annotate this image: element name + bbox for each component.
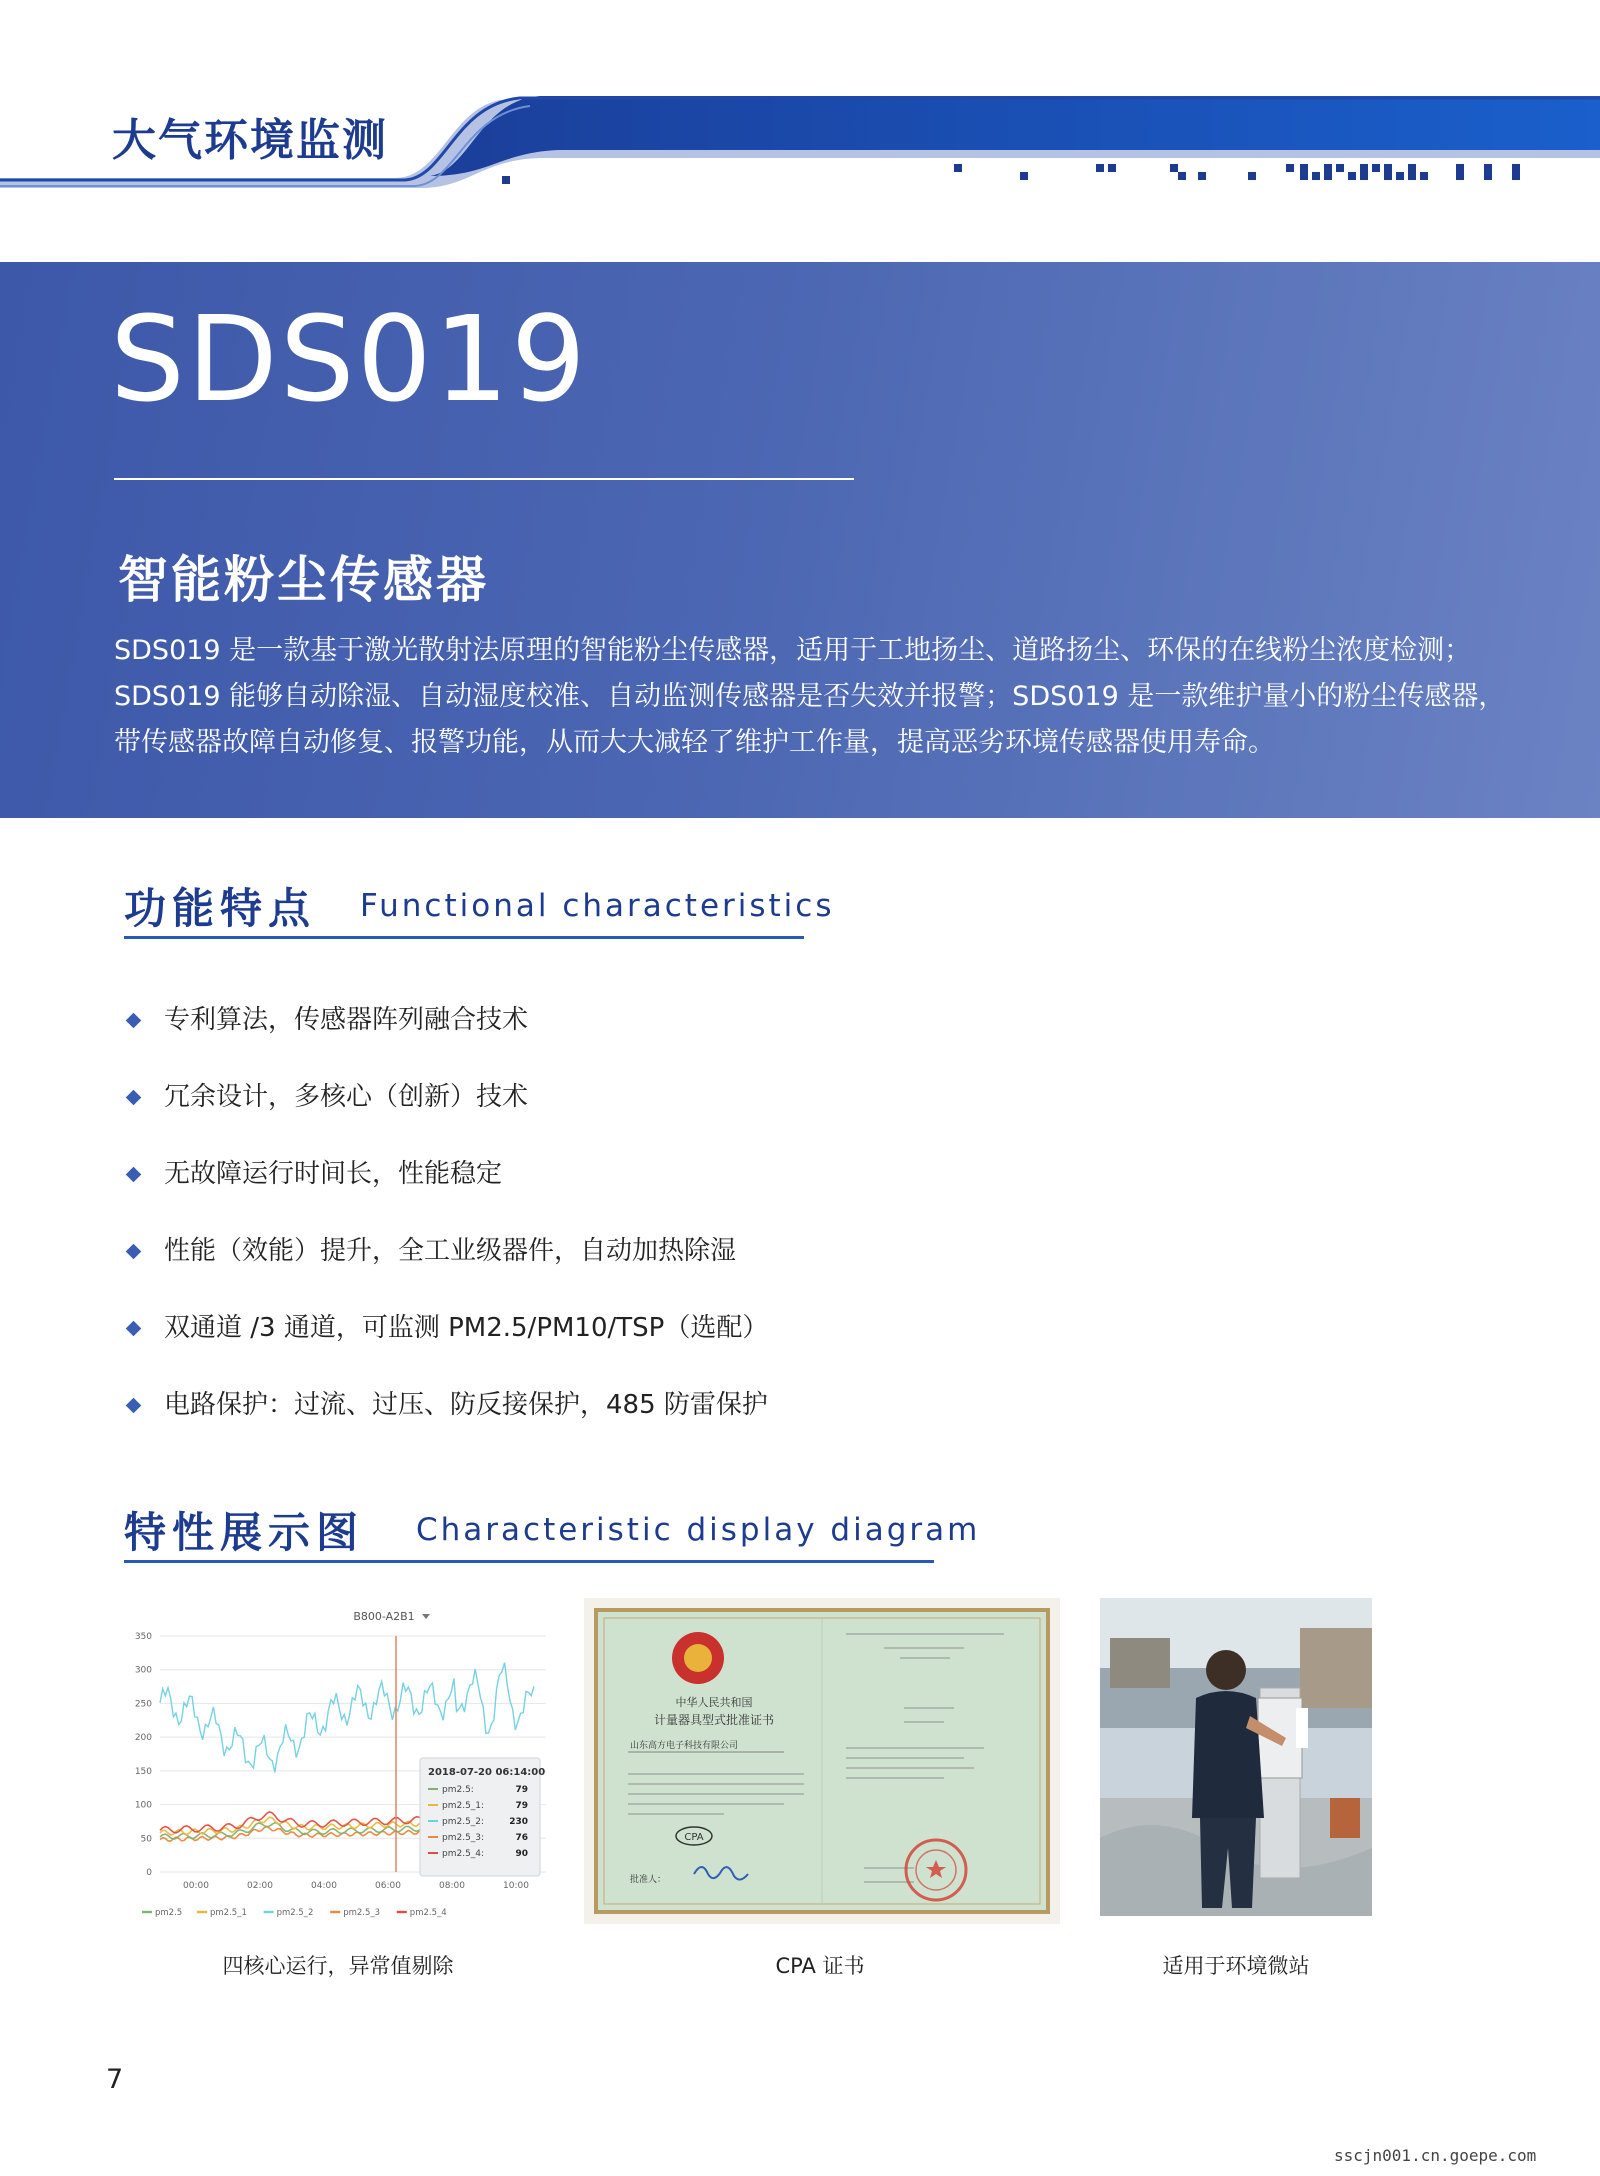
tooltip-series-name: pm2.5_3:	[442, 1833, 485, 1843]
tooltip-value: 90	[515, 1849, 528, 1859]
features-heading-cn: 功能特点	[124, 884, 317, 933]
list-item	[124, 1385, 1324, 1462]
diamond-bullet-icon	[126, 1398, 142, 1414]
diamond-bullet-icon	[126, 1167, 142, 1183]
feature-text: 冗余设计，多核心（创新）技术	[164, 1082, 529, 1112]
y-tick-label: 100	[134, 1800, 152, 1811]
legend-label[interactable]: pm2.5_4	[409, 1908, 447, 1918]
product-subtitle: 智能粉尘传感器	[118, 551, 489, 609]
chart-figure	[122, 1598, 554, 1924]
tooltip-series-name: pm2.5_4:	[442, 1849, 485, 1859]
feature-text: 性能（效能）提升，全工业级器件，自动加热除湿	[164, 1236, 737, 1266]
y-tick-label: 250	[134, 1699, 152, 1710]
display-heading-underline	[124, 1560, 934, 1563]
x-tick-label: 10:00	[503, 1881, 529, 1891]
certificate-company: 山东高方电子科技有限公司	[630, 1741, 739, 1751]
header-swoosh-graphic	[0, 0, 1600, 200]
tooltip-value: 79	[515, 1785, 528, 1795]
cpa-certificate-image	[584, 1598, 1060, 1924]
legend-label[interactable]: pm2.5_3	[343, 1908, 381, 1918]
header-title: 大气环境监测	[112, 115, 388, 166]
list-item	[124, 1000, 1324, 1077]
tooltip-time: 2018-07-20 06:14:00	[428, 1767, 546, 1778]
list-item	[124, 1154, 1324, 1231]
feature-list	[124, 1000, 1324, 1462]
list-item	[124, 1308, 1324, 1385]
photo-caption: 适用于环境微站	[1162, 1954, 1310, 1978]
tooltip-value: 76	[515, 1833, 528, 1843]
display-heading	[124, 1500, 981, 1570]
display-heading-cn: 特性展示图	[124, 1508, 365, 1557]
tooltip-value: 230	[509, 1817, 528, 1827]
list-item	[124, 1231, 1324, 1308]
x-tick-label: 02:00	[247, 1881, 273, 1891]
x-tick-label: 04:00	[311, 1881, 337, 1891]
x-tick-label: 06:00	[375, 1881, 401, 1891]
page-number: 7	[106, 2064, 124, 2095]
display-heading-en: Characteristic display diagram	[416, 1512, 981, 1548]
tooltip-value: 79	[515, 1801, 528, 1811]
photo-graphic	[1100, 1598, 1372, 1916]
footer-url: sscjn001.cn.goepe.com	[1334, 2146, 1537, 2165]
chart-caption: 四核心运行，异常值剔除	[222, 1954, 454, 1978]
tooltip-series-name: pm2.5_2:	[442, 1817, 485, 1827]
diamond-bullet-icon	[126, 1244, 142, 1260]
legend-label[interactable]: pm2.5_1	[210, 1908, 247, 1918]
certificate-title-line: 中华人民共和国	[675, 1696, 753, 1709]
y-tick-label: 150	[134, 1766, 152, 1777]
feature-text: 双通道 /3 通道，可监测 PM2.5/PM10/TSP（选配）	[164, 1313, 769, 1343]
y-tick-label: 350	[134, 1632, 152, 1642]
y-tick-label: 0	[146, 1868, 152, 1878]
person-head-icon	[1206, 1650, 1246, 1690]
certificate-graphic	[584, 1598, 1060, 1924]
feature-text: 专利算法，传感器阵列融合技术	[164, 1005, 529, 1035]
diamond-bullet-icon	[126, 1321, 142, 1337]
certificate-caption: CPA 证书	[775, 1954, 865, 1978]
features-heading	[124, 876, 835, 946]
tooltip-series-name: pm2.5:	[442, 1785, 474, 1795]
cpa-mark-label: CPA	[684, 1832, 704, 1843]
tooltip-series-name: pm2.5_1:	[442, 1801, 485, 1811]
features-heading-underline	[124, 936, 804, 939]
list-item	[124, 1077, 1324, 1154]
description-line: 带传感器故障自动修复、报警功能，从而大大减轻了维护工作量，提高恶劣环境传感器使用寿命。	[114, 727, 1275, 758]
page-header	[0, 0, 1600, 200]
features-heading-en: Functional characteristics	[360, 888, 835, 924]
hero-divider	[114, 478, 854, 480]
feature-text: 电路保护：过流、过压、防反接保护，485 防雷保护	[164, 1390, 768, 1420]
diamond-bullet-icon	[126, 1090, 142, 1106]
y-tick-label: 300	[134, 1665, 152, 1676]
certificate-title-line: 计量器具型式批准证书	[653, 1713, 775, 1727]
diamond-bullet-icon	[126, 1013, 142, 1029]
product-description	[114, 628, 1514, 766]
legend-label[interactable]: pm2.5	[155, 1908, 183, 1918]
pm25-line-chart	[122, 1598, 554, 1924]
description-line: SDS019 是一款基于激光散射法原理的智能粉尘传感器，适用于工地扬尘、道路扬尘、环保的在线粉尘浓度检测；	[114, 635, 1472, 666]
y-tick-label: 200	[134, 1733, 152, 1744]
chart-title: B800-A2B1	[353, 1610, 415, 1623]
y-tick-label: 50	[140, 1834, 152, 1845]
x-tick-label: 00:00	[183, 1881, 209, 1891]
legend-label[interactable]: pm2.5_2	[276, 1908, 314, 1918]
x-tick-label: 08:00	[439, 1881, 465, 1891]
certificate-signer-label: 批准人：	[630, 1875, 667, 1885]
feature-text: 无故障运行时间长，性能稳定	[164, 1159, 503, 1189]
description-line: SDS019 能够自动除湿、自动湿度校准、自动监测传感器是否失效并报警；SDS019 是一款维护量小的粉尘传感器，	[114, 681, 1506, 712]
chart-tooltip	[420, 1758, 545, 1876]
field-installation-photo	[1100, 1598, 1372, 1916]
product-model: SDS019	[110, 290, 588, 428]
